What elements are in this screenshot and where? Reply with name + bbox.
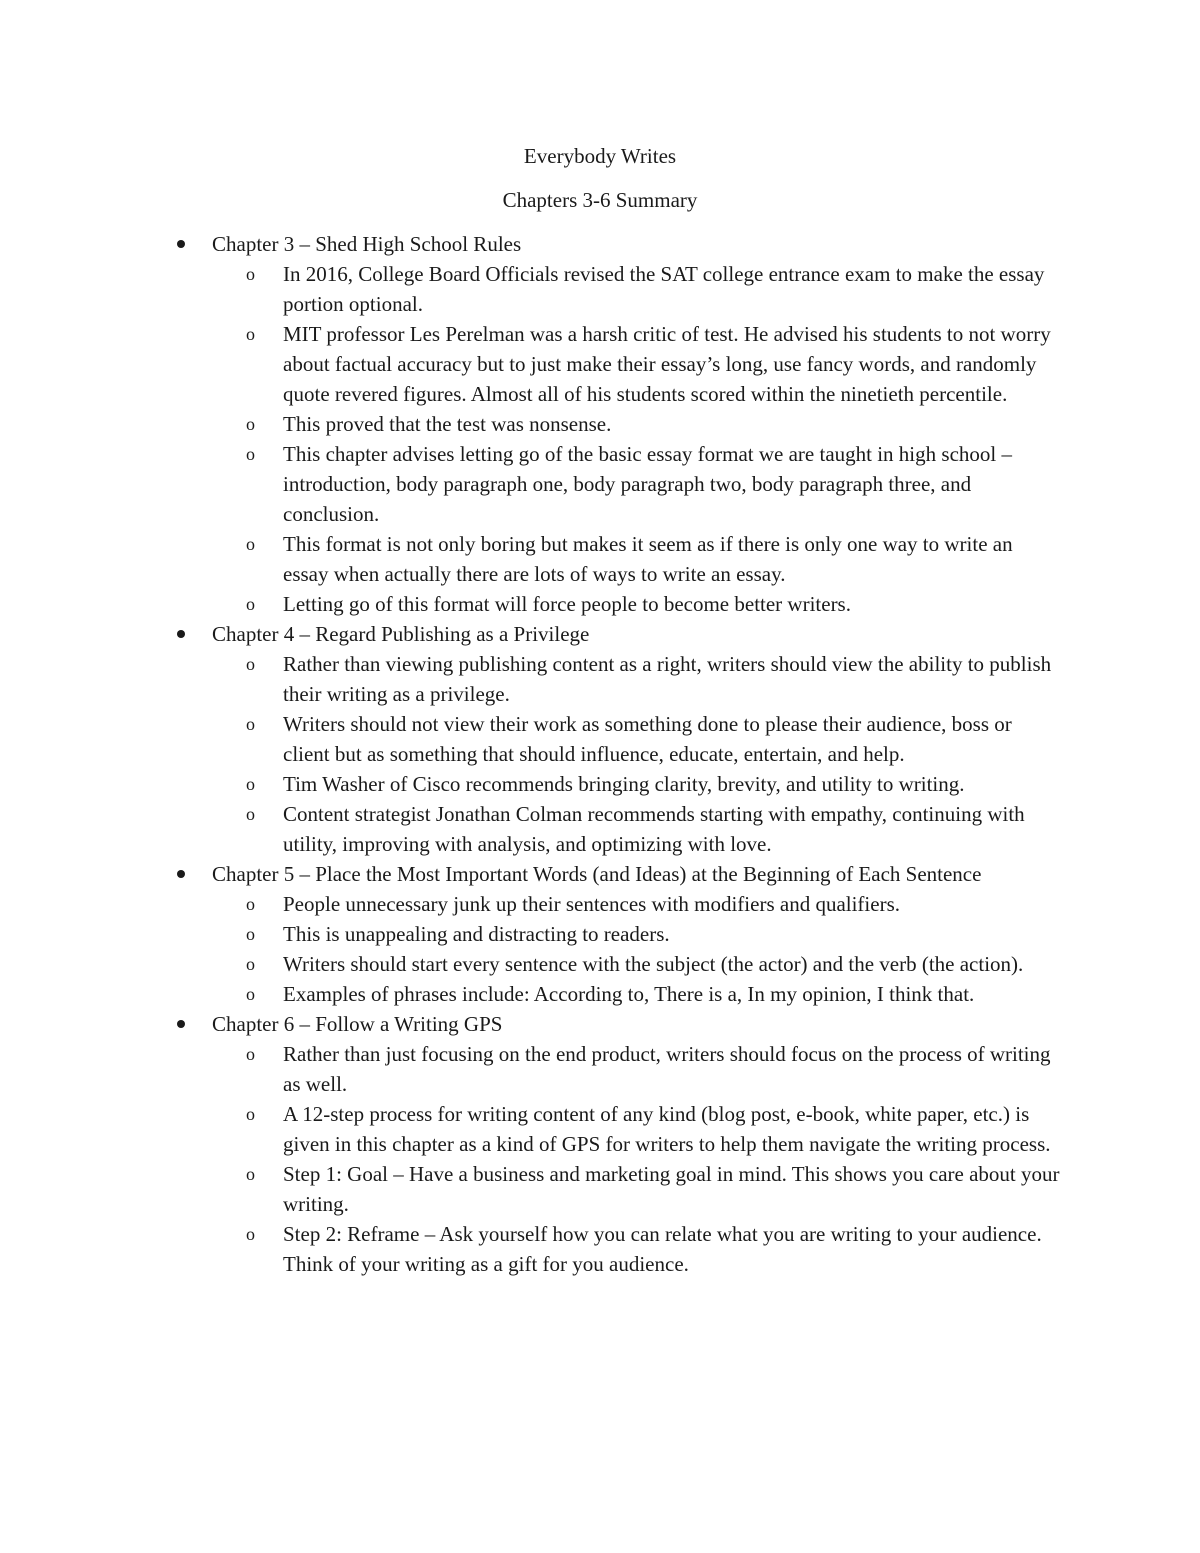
point-text: This chapter advises letting go of the basic essay format we are taught in high school – introduction, body paragraph one, body paragraph two, body paragraph three, and conclusion. <box>283 442 1012 526</box>
bullet-icon <box>171 1009 191 1039</box>
list-item <box>0 1159 1061 1219</box>
list-item <box>0 1219 1061 1279</box>
list-item <box>0 439 1061 529</box>
circle-marker-icon: o <box>246 1104 255 1124</box>
circle-marker-icon: o <box>246 1224 255 1244</box>
circle-marker-icon: o <box>246 594 255 614</box>
bullet-icon <box>171 619 191 649</box>
document-subtitle: Chapters 3-6 Summary <box>502 188 698 212</box>
point-text: Step 1: Goal – Have a business and marketing goal in mind. This shows you care about your writing. <box>283 1162 1060 1216</box>
point-text: Writers should start every sentence with the subject (the actor) and the verb (the action). <box>283 952 1024 976</box>
point-text: A 12-step process for writing content of any kind (blog post, e-book, white paper, etc.) is given in this chapter as a kind of GPS for writers to help them navigate the writing process. <box>283 1102 1051 1156</box>
circle-marker-icon: o <box>246 774 255 794</box>
chapter-heading: Chapter 5 – Place the Most Important Words (and Ideas) at the Beginning of Each Sentence <box>212 862 982 886</box>
point-text: This proved that the test was nonsense. <box>283 412 612 436</box>
circle-marker-icon: o <box>246 324 255 344</box>
circle-marker-icon: o <box>246 264 255 284</box>
list-item <box>0 799 1061 859</box>
list-item <box>0 979 1061 1009</box>
list-item <box>0 649 1061 709</box>
chapter-points <box>212 259 1072 619</box>
point-text: Writers should not view their work as something done to please their audience, boss or client but as something that should influence, educate, entertain, and help. <box>283 712 1012 766</box>
circle-marker-icon: o <box>246 924 255 944</box>
chapter-3-item <box>0 229 1072 619</box>
list-item <box>0 919 1061 949</box>
circle-marker-icon: o <box>246 804 255 824</box>
list-item <box>0 949 1061 979</box>
chapter-6-item <box>0 1009 1072 1279</box>
circle-marker-icon: o <box>246 714 255 734</box>
circle-marker-icon: o <box>246 444 255 464</box>
chapter-points <box>212 1039 1072 1279</box>
document-title: Everybody Writes <box>523 144 677 168</box>
circle-marker-icon: o <box>246 984 255 1004</box>
circle-marker-icon: o <box>246 1044 255 1064</box>
point-text: In 2016, College Board Officials revised the SAT college entrance exam to make the essay portion optional. <box>283 262 1045 316</box>
point-text: Step 2: Reframe – Ask yourself how you can relate what you are writing to your audience. Think of your writing as a gift for you audience. <box>283 1222 1042 1276</box>
circle-marker-icon: o <box>246 1164 255 1184</box>
list-item <box>0 769 1061 799</box>
point-text: Examples of phrases include: According to, There is a, In my opinion, I think that. <box>283 982 975 1006</box>
list-item <box>0 1039 1061 1099</box>
circle-marker-icon: o <box>246 954 255 974</box>
list-item <box>0 409 1061 439</box>
point-text: Content strategist Jonathan Colman recommends starting with empathy, continuing with utility, improving with analysis, and optimizing with love. <box>283 802 1025 856</box>
point-text: Rather than just focusing on the end product, writers should focus on the process of writing as well. <box>283 1042 1051 1096</box>
bullet-icon <box>171 859 191 889</box>
point-text: This is unappealing and distracting to readers. <box>283 922 670 946</box>
list-item <box>0 709 1061 769</box>
chapter-heading: Chapter 3 – Shed High School Rules <box>212 232 522 256</box>
list-item <box>0 319 1061 409</box>
chapter-4-item <box>0 619 1072 859</box>
list-item <box>0 259 1061 319</box>
point-text: MIT professor Les Perelman was a harsh critic of test. He advised his students to not worry about factual accuracy but to just make their essay’s long, use fancy words, and randomly quote revered figures. Almost all of his students scored within the ninetieth percentile. <box>283 322 1051 406</box>
list-item <box>0 889 1061 919</box>
list-item <box>0 589 1061 619</box>
list-item <box>0 1099 1061 1159</box>
chapter-heading: Chapter 4 – Regard Publishing as a Privilege <box>212 622 590 646</box>
list-item <box>0 529 1061 589</box>
chapter-heading: Chapter 6 – Follow a Writing GPS <box>212 1012 503 1036</box>
bullet-icon <box>171 229 191 259</box>
point-text: This format is not only boring but makes it seem as if there is only one way to write an essay when actually there are lots of ways to write an essay. <box>283 532 1013 586</box>
chapter-points <box>212 649 1072 859</box>
circle-marker-icon: o <box>246 654 255 674</box>
point-text: Tim Washer of Cisco recommends bringing clarity, brevity, and utility to writing. <box>283 772 965 796</box>
point-text: People unnecessary junk up their sentences with modifiers and qualifiers. <box>283 892 900 916</box>
chapter-outline <box>0 229 1200 1279</box>
circle-marker-icon: o <box>246 894 255 914</box>
circle-marker-icon: o <box>246 534 255 554</box>
point-text: Letting go of this format will force people to become better writers. <box>283 592 851 616</box>
circle-marker-icon: o <box>246 414 255 434</box>
chapter-points <box>212 889 1072 1009</box>
point-text: Rather than viewing publishing content as a right, writers should view the ability to publish their writing as a privilege. <box>283 652 1052 706</box>
chapter-5-item <box>0 859 1072 1009</box>
